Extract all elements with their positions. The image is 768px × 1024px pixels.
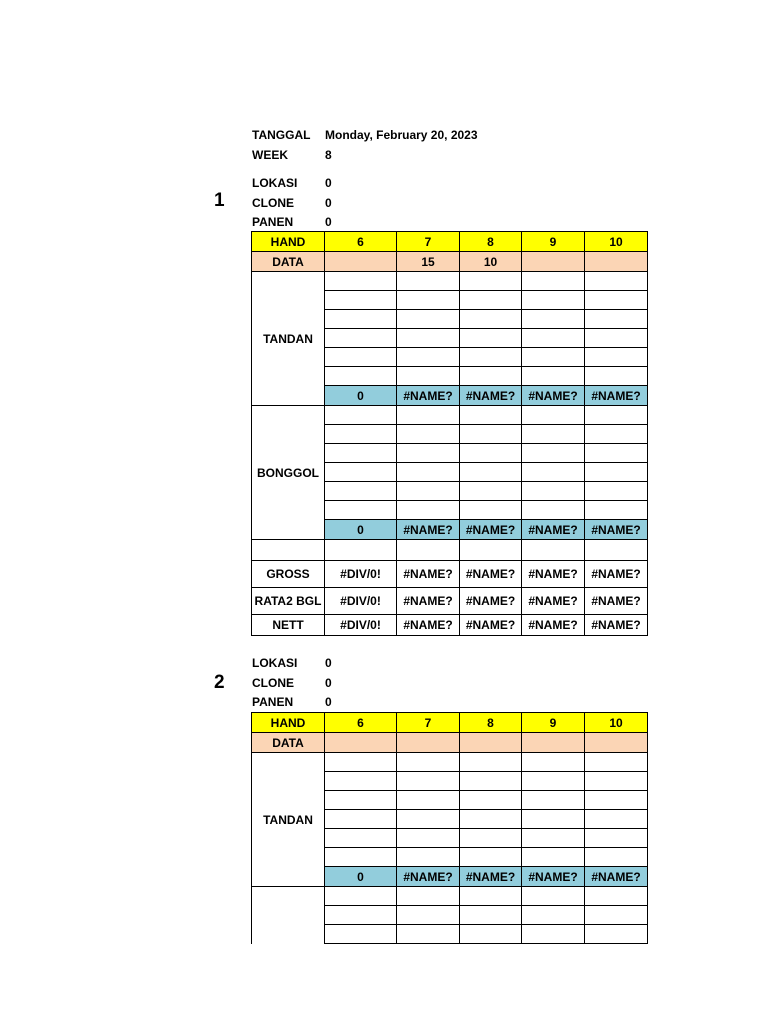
data-label: DATA <box>252 733 325 753</box>
input-cell[interactable] <box>397 367 460 386</box>
sum-cell[interactable]: #NAME? <box>522 867 585 887</box>
data-cell[interactable] <box>325 733 397 753</box>
input-cell[interactable] <box>397 501 460 520</box>
sum-cell[interactable]: #NAME? <box>585 386 648 406</box>
section-2-table <box>251 712 648 944</box>
input-cell[interactable] <box>585 272 648 291</box>
hand-cell[interactable]: 8 <box>460 232 522 252</box>
sum-cell[interactable]: #NAME? <box>460 520 522 540</box>
gross-cell[interactable]: #NAME? <box>397 561 460 588</box>
input-cell[interactable] <box>522 291 585 310</box>
input-cell[interactable] <box>460 887 522 906</box>
tanggal-label: TANGGAL <box>252 128 311 142</box>
hand-cell[interactable]: 10 <box>585 232 648 252</box>
input-cell[interactable] <box>585 482 648 501</box>
input-cell[interactable] <box>325 753 397 772</box>
clone-value[interactable]: 0 <box>325 195 332 210</box>
input-cell[interactable] <box>585 367 648 386</box>
input-cell[interactable] <box>325 463 397 482</box>
tandan-row <box>252 272 648 291</box>
input-cell[interactable] <box>460 367 522 386</box>
input-cell[interactable] <box>585 906 648 925</box>
data-cell[interactable] <box>460 733 522 753</box>
gross-cell[interactable]: #DIV/0! <box>325 561 397 588</box>
nett-cell[interactable]: #NAME? <box>585 615 648 636</box>
input-cell[interactable] <box>397 463 460 482</box>
hand-cell[interactable]: 8 <box>460 713 522 733</box>
input-cell[interactable] <box>460 501 522 520</box>
input-cell[interactable] <box>397 791 460 810</box>
hand-cell[interactable]: 9 <box>522 232 585 252</box>
tandan-label: TANDAN <box>252 272 325 406</box>
panen-label: PANEN <box>252 695 294 709</box>
input-cell[interactable] <box>522 444 585 463</box>
input-cell[interactable] <box>585 291 648 310</box>
tanggal-value[interactable]: Monday, February 20, 2023 <box>325 128 478 142</box>
input-cell[interactable] <box>585 810 648 829</box>
rata-cell[interactable]: #NAME? <box>522 588 585 615</box>
section-2-info <box>252 654 332 713</box>
input-cell[interactable] <box>522 501 585 520</box>
input-cell[interactable] <box>325 272 397 291</box>
input-cell[interactable] <box>585 348 648 367</box>
sum-cell[interactable]: #NAME? <box>585 520 648 540</box>
input-cell[interactable] <box>460 906 522 925</box>
input-cell[interactable] <box>397 425 460 444</box>
input-cell[interactable] <box>460 810 522 829</box>
clone-label: CLONE <box>252 195 294 210</box>
hand-cell[interactable]: 7 <box>397 232 460 252</box>
input-cell[interactable] <box>585 791 648 810</box>
input-cell[interactable] <box>522 906 585 925</box>
hand-cell[interactable]: 7 <box>397 713 460 733</box>
input-cell[interactable] <box>460 425 522 444</box>
input-cell[interactable] <box>522 753 585 772</box>
bonggol-label-cell <box>252 887 325 944</box>
input-cell[interactable] <box>325 791 397 810</box>
rata-cell[interactable]: #DIV/0! <box>325 588 397 615</box>
input-cell[interactable] <box>397 829 460 848</box>
input-cell[interactable] <box>522 406 585 425</box>
data-cell[interactable] <box>585 733 648 753</box>
input-cell[interactable] <box>522 791 585 810</box>
sum-cell[interactable]: #NAME? <box>522 520 585 540</box>
input-cell[interactable] <box>460 348 522 367</box>
input-cell[interactable] <box>585 848 648 867</box>
week-value[interactable]: 8 <box>325 147 332 162</box>
panen-label: PANEN <box>252 215 294 229</box>
input-cell[interactable] <box>522 925 585 944</box>
sum-cell[interactable]: 0 <box>325 520 397 540</box>
input-cell[interactable] <box>325 482 397 501</box>
sum-cell[interactable]: #NAME? <box>397 867 460 887</box>
rata-cell[interactable]: #NAME? <box>585 588 648 615</box>
input-cell[interactable] <box>522 348 585 367</box>
nett-cell[interactable]: #NAME? <box>522 615 585 636</box>
input-cell[interactable] <box>397 348 460 367</box>
nett-cell[interactable]: #DIV/0! <box>325 615 397 636</box>
section-number: 2 <box>214 672 225 693</box>
data-cell[interactable] <box>325 252 397 272</box>
gross-cell[interactable]: #NAME? <box>585 561 648 588</box>
lokasi-label: LOKASI <box>252 656 298 670</box>
input-cell[interactable] <box>460 791 522 810</box>
input-cell[interactable] <box>460 482 522 501</box>
input-cell[interactable] <box>397 810 460 829</box>
input-cell[interactable] <box>325 444 397 463</box>
input-cell[interactable] <box>325 810 397 829</box>
input-cell[interactable] <box>585 753 648 772</box>
input-cell[interactable] <box>460 463 522 482</box>
input-cell[interactable] <box>397 272 460 291</box>
data-cell[interactable] <box>522 733 585 753</box>
input-cell[interactable] <box>585 310 648 329</box>
input-cell[interactable] <box>325 772 397 791</box>
sum-cell[interactable]: #NAME? <box>585 867 648 887</box>
input-cell[interactable] <box>397 887 460 906</box>
lokasi-value[interactable]: 0 <box>325 176 332 190</box>
input-cell[interactable] <box>325 291 397 310</box>
input-cell[interactable] <box>522 848 585 867</box>
input-cell[interactable] <box>460 291 522 310</box>
nett-cell[interactable]: #NAME? <box>460 615 522 636</box>
input-cell[interactable] <box>325 848 397 867</box>
clone-label: CLONE <box>252 675 294 690</box>
input-cell[interactable] <box>460 829 522 848</box>
report-header <box>252 126 478 165</box>
spacer-cell[interactable] <box>585 540 648 561</box>
lokasi-value[interactable]: 0 <box>325 656 332 670</box>
data-label: DATA <box>252 252 325 272</box>
input-cell[interactable] <box>397 444 460 463</box>
input-cell[interactable] <box>397 291 460 310</box>
input-cell[interactable] <box>522 887 585 906</box>
data-cell[interactable] <box>522 252 585 272</box>
section-1-info <box>252 174 332 233</box>
input-cell[interactable] <box>325 501 397 520</box>
input-cell[interactable] <box>585 425 648 444</box>
input-cell[interactable] <box>325 310 397 329</box>
input-cell[interactable] <box>460 444 522 463</box>
input-cell[interactable] <box>325 887 397 906</box>
bonggol-row <box>252 887 648 906</box>
input-cell[interactable] <box>522 367 585 386</box>
input-cell[interactable] <box>460 753 522 772</box>
sum-cell[interactable]: #NAME? <box>460 867 522 887</box>
input-cell[interactable] <box>397 848 460 867</box>
bonggol-row <box>252 406 648 425</box>
hand-label: HAND <box>252 713 325 733</box>
sum-cell[interactable]: #NAME? <box>460 386 522 406</box>
hand-row <box>252 713 648 733</box>
rata-row <box>252 588 648 615</box>
input-cell[interactable] <box>522 329 585 348</box>
panen-value[interactable]: 0 <box>325 215 332 229</box>
input-cell[interactable] <box>522 310 585 329</box>
input-cell[interactable] <box>522 272 585 291</box>
sum-cell[interactable]: #NAME? <box>397 386 460 406</box>
gross-label: GROSS <box>252 561 325 588</box>
input-cell[interactable] <box>397 906 460 925</box>
input-cell[interactable] <box>397 310 460 329</box>
sum-cell[interactable]: 0 <box>325 867 397 887</box>
bonggol-label: BONGGOL <box>252 406 325 540</box>
spacer-cell[interactable] <box>522 540 585 561</box>
input-cell[interactable] <box>585 501 648 520</box>
input-cell[interactable] <box>585 329 648 348</box>
input-cell[interactable] <box>325 406 397 425</box>
gross-row <box>252 561 648 588</box>
data-cell[interactable] <box>397 733 460 753</box>
input-cell[interactable] <box>585 925 648 944</box>
hand-cell[interactable]: 6 <box>325 713 397 733</box>
input-cell[interactable] <box>460 848 522 867</box>
input-cell[interactable] <box>325 925 397 944</box>
gross-cell[interactable]: #NAME? <box>522 561 585 588</box>
input-cell[interactable] <box>460 310 522 329</box>
nett-cell[interactable]: #NAME? <box>397 615 460 636</box>
rata-label: RATA2 BGL <box>252 588 325 615</box>
input-cell[interactable] <box>397 772 460 791</box>
input-cell[interactable] <box>397 753 460 772</box>
hand-row <box>252 232 648 252</box>
rata-cell[interactable]: #NAME? <box>460 588 522 615</box>
input-cell[interactable] <box>397 329 460 348</box>
input-cell[interactable] <box>325 425 397 444</box>
gross-cell[interactable]: #NAME? <box>460 561 522 588</box>
input-cell[interactable] <box>522 463 585 482</box>
input-cell[interactable] <box>585 444 648 463</box>
tandan-row <box>252 753 648 772</box>
sum-cell[interactable]: #NAME? <box>397 520 460 540</box>
input-cell[interactable] <box>522 772 585 791</box>
data-cell[interactable]: 10 <box>460 252 522 272</box>
input-cell[interactable] <box>325 329 397 348</box>
input-cell[interactable] <box>522 425 585 444</box>
input-cell[interactable] <box>522 810 585 829</box>
input-cell[interactable] <box>460 272 522 291</box>
data-cell[interactable] <box>585 252 648 272</box>
sum-cell[interactable]: 0 <box>325 386 397 406</box>
hand-cell[interactable]: 6 <box>325 232 397 252</box>
input-cell[interactable] <box>460 329 522 348</box>
input-cell[interactable] <box>325 348 397 367</box>
week-label: WEEK <box>252 147 288 162</box>
rata-cell[interactable]: #NAME? <box>397 588 460 615</box>
input-cell[interactable] <box>460 925 522 944</box>
spacer-cell[interactable] <box>460 540 522 561</box>
section-number: 1 <box>214 190 225 211</box>
input-cell[interactable] <box>585 887 648 906</box>
input-cell[interactable] <box>325 367 397 386</box>
nett-label: NETT <box>252 615 325 636</box>
input-cell[interactable] <box>585 829 648 848</box>
hand-label: HAND <box>252 232 325 252</box>
sum-cell[interactable]: #NAME? <box>522 386 585 406</box>
input-cell[interactable] <box>325 906 397 925</box>
clone-value[interactable]: 0 <box>325 675 332 690</box>
input-cell[interactable] <box>522 829 585 848</box>
input-cell[interactable] <box>397 406 460 425</box>
spacer-cell[interactable] <box>325 540 397 561</box>
hand-cell[interactable]: 10 <box>585 713 648 733</box>
nett-row <box>252 615 648 636</box>
input-cell[interactable] <box>460 772 522 791</box>
input-cell[interactable] <box>397 925 460 944</box>
input-cell[interactable] <box>585 406 648 425</box>
input-cell[interactable] <box>585 463 648 482</box>
hand-cell[interactable]: 9 <box>522 713 585 733</box>
spacer-cell[interactable] <box>397 540 460 561</box>
data-cell[interactable]: 15 <box>397 252 460 272</box>
spacer-row <box>252 540 648 561</box>
section-1-table <box>251 231 648 636</box>
input-cell[interactable] <box>325 829 397 848</box>
panen-value[interactable]: 0 <box>325 695 332 709</box>
input-cell[interactable] <box>397 482 460 501</box>
data-row <box>252 252 648 272</box>
lokasi-label: LOKASI <box>252 176 298 190</box>
input-cell[interactable] <box>522 482 585 501</box>
spacer-cell[interactable] <box>252 540 325 561</box>
input-cell[interactable] <box>460 406 522 425</box>
tandan-label: TANDAN <box>252 753 325 887</box>
input-cell[interactable] <box>585 772 648 791</box>
data-row <box>252 733 648 753</box>
